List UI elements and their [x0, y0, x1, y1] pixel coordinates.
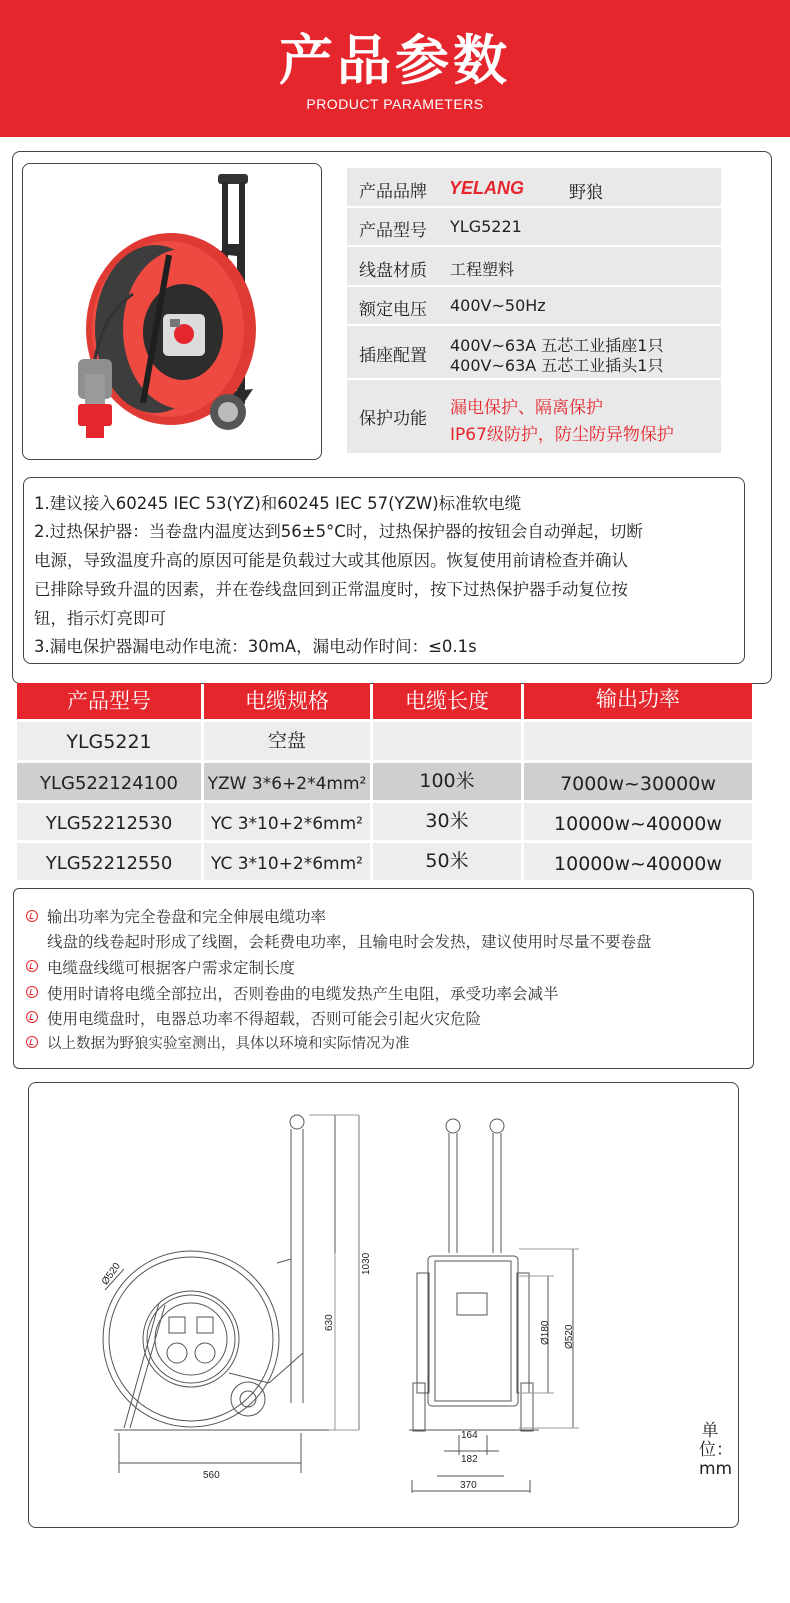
note-line: 已排除导致升温的因素，并在卷线盘回到正常温度时，按下过热保护器手动复位按 — [34, 580, 628, 599]
page-subtitle: PRODUCT PARAMETERS — [306, 96, 484, 112]
table-cell: 50米 — [373, 843, 521, 880]
dim-label: 182 — [461, 1454, 478, 1465]
table-cell: 7000w~30000w — [524, 763, 752, 800]
table-header-cell: 产品型号 — [17, 683, 201, 719]
table-cell: 10000w~40000w — [524, 803, 752, 840]
table-cell — [524, 722, 752, 760]
note-line: 使用时请将电缆全部拉出，否则卷曲的电缆发热产生电阻，承受功率会减半 — [47, 985, 559, 1003]
table-cell: 100米 — [373, 763, 521, 800]
spec-value: 400V~63A 五芯工业插座1只 — [450, 336, 664, 355]
table-cell: 10000w~40000w — [524, 843, 752, 880]
table-cell: 30米 — [373, 803, 521, 840]
spec-value: 工程塑料 — [450, 260, 515, 279]
cable-reel-illustration — [23, 164, 322, 460]
usage-notes-panel — [23, 477, 745, 664]
table-cell: YZW 3*6+2*4mm² — [204, 763, 370, 800]
spec-value: YLG5221 — [450, 217, 522, 236]
page-title: 产品参数 — [279, 29, 511, 92]
dimension-drawing — [28, 1082, 739, 1528]
brand-logo-text: YELANG — [449, 178, 525, 198]
dim-label: Ø520 — [99, 1260, 123, 1288]
spec-label: 额定电压 — [359, 300, 427, 320]
spec-value: 400V~50Hz — [450, 296, 546, 315]
dim-label: Ø180 — [540, 1320, 551, 1345]
technical-drawing — [29, 1083, 739, 1528]
page-header — [0, 0, 790, 137]
check-circle-icon — [26, 960, 38, 972]
note-line: 以上数据为野狼实验室测出，具体以环境和实际情况为准 — [47, 1036, 410, 1052]
brand-name: 野狼 — [569, 183, 603, 203]
check-circle-icon — [26, 986, 38, 998]
note-line: 1.建议接入60245 IEC 53(YZ)和60245 IEC 57(YZW)标准软电缆 — [34, 494, 522, 513]
note-line: 使用电缆盘时，电器总功率不得超载，否则可能会引起火灾危险 — [47, 1010, 482, 1028]
dim-label: Ø520 — [564, 1324, 575, 1349]
note-line: 3.漏电保护器漏电动作电流：30mA，漏电动作时间：≤0.1s — [34, 637, 477, 656]
table-cell: YLG522124100 — [17, 763, 201, 800]
table-header-cell: 电缆长度 — [373, 683, 521, 719]
table-cell: 空盘 — [204, 722, 370, 760]
brand-logo — [449, 178, 545, 198]
spec-label: 产品型号 — [359, 221, 427, 241]
table-cell: YC 3*10+2*6mm² — [204, 843, 370, 880]
table-cell — [373, 722, 521, 760]
spec-row-protection — [347, 380, 721, 453]
dim-label: 1030 — [361, 1252, 372, 1275]
spec-value: 400V~63A 五芯工业插头1只 — [450, 356, 664, 375]
check-circle-icon — [26, 1011, 38, 1023]
table-cell: YLG52212550 — [17, 843, 201, 880]
note-line: 电缆盘线缆可根据客户需求定制长度 — [47, 959, 296, 977]
note-line: 2.过热保护器：当卷盘内温度达到56±5°C时，过热保护器的按钮会自动弹起，切断 — [34, 522, 643, 541]
check-circle-icon — [26, 910, 38, 922]
table-header-cell: 电缆规格 — [204, 683, 370, 719]
note-line: 线盘的线卷起时形成了线圈，会耗费电功率，且输电时会发热，建议使用时尽量不要卷盘 — [47, 933, 652, 951]
spec-value-red: 漏电保护、隔离保护 — [450, 398, 603, 418]
dim-label: 164 — [461, 1430, 478, 1441]
spec-row-model — [347, 208, 721, 245]
spec-row-voltage — [347, 287, 721, 324]
check-circle-icon — [26, 1036, 38, 1048]
table-cell: YLG52212530 — [17, 803, 201, 840]
dim-label: 370 — [460, 1480, 477, 1491]
spec-label: 保护功能 — [359, 409, 427, 429]
power-notes-panel — [13, 888, 754, 1069]
note-line: 钮，指示灯亮即可 — [34, 609, 166, 628]
spec-label: 插座配置 — [359, 346, 427, 366]
spec-label: 线盘材质 — [359, 261, 427, 281]
spec-row-material — [347, 247, 721, 285]
spec-row-brand — [347, 168, 721, 206]
dim-label: 560 — [203, 1470, 220, 1481]
table-header-cell: 输出功率 — [524, 683, 752, 719]
note-line: 电源，导致温度升高的原因可能是负载过大或其他原因。恢复使用前请检查并确认 — [34, 551, 628, 570]
spec-value-red: IP67级防护，防尘防异物保护 — [450, 425, 674, 445]
note-line: 输出功率为完全卷盘和完全伸展电缆功率 — [47, 908, 327, 926]
product-image — [22, 163, 322, 460]
spec-label: 产品品牌 — [359, 182, 427, 202]
unit-label: 单位：mm — [699, 1421, 733, 1479]
table-cell: YLG5221 — [17, 722, 201, 760]
table-cell: YC 3*10+2*6mm² — [204, 803, 370, 840]
dim-label: 630 — [324, 1314, 335, 1331]
spec-row-socket — [347, 326, 721, 378]
